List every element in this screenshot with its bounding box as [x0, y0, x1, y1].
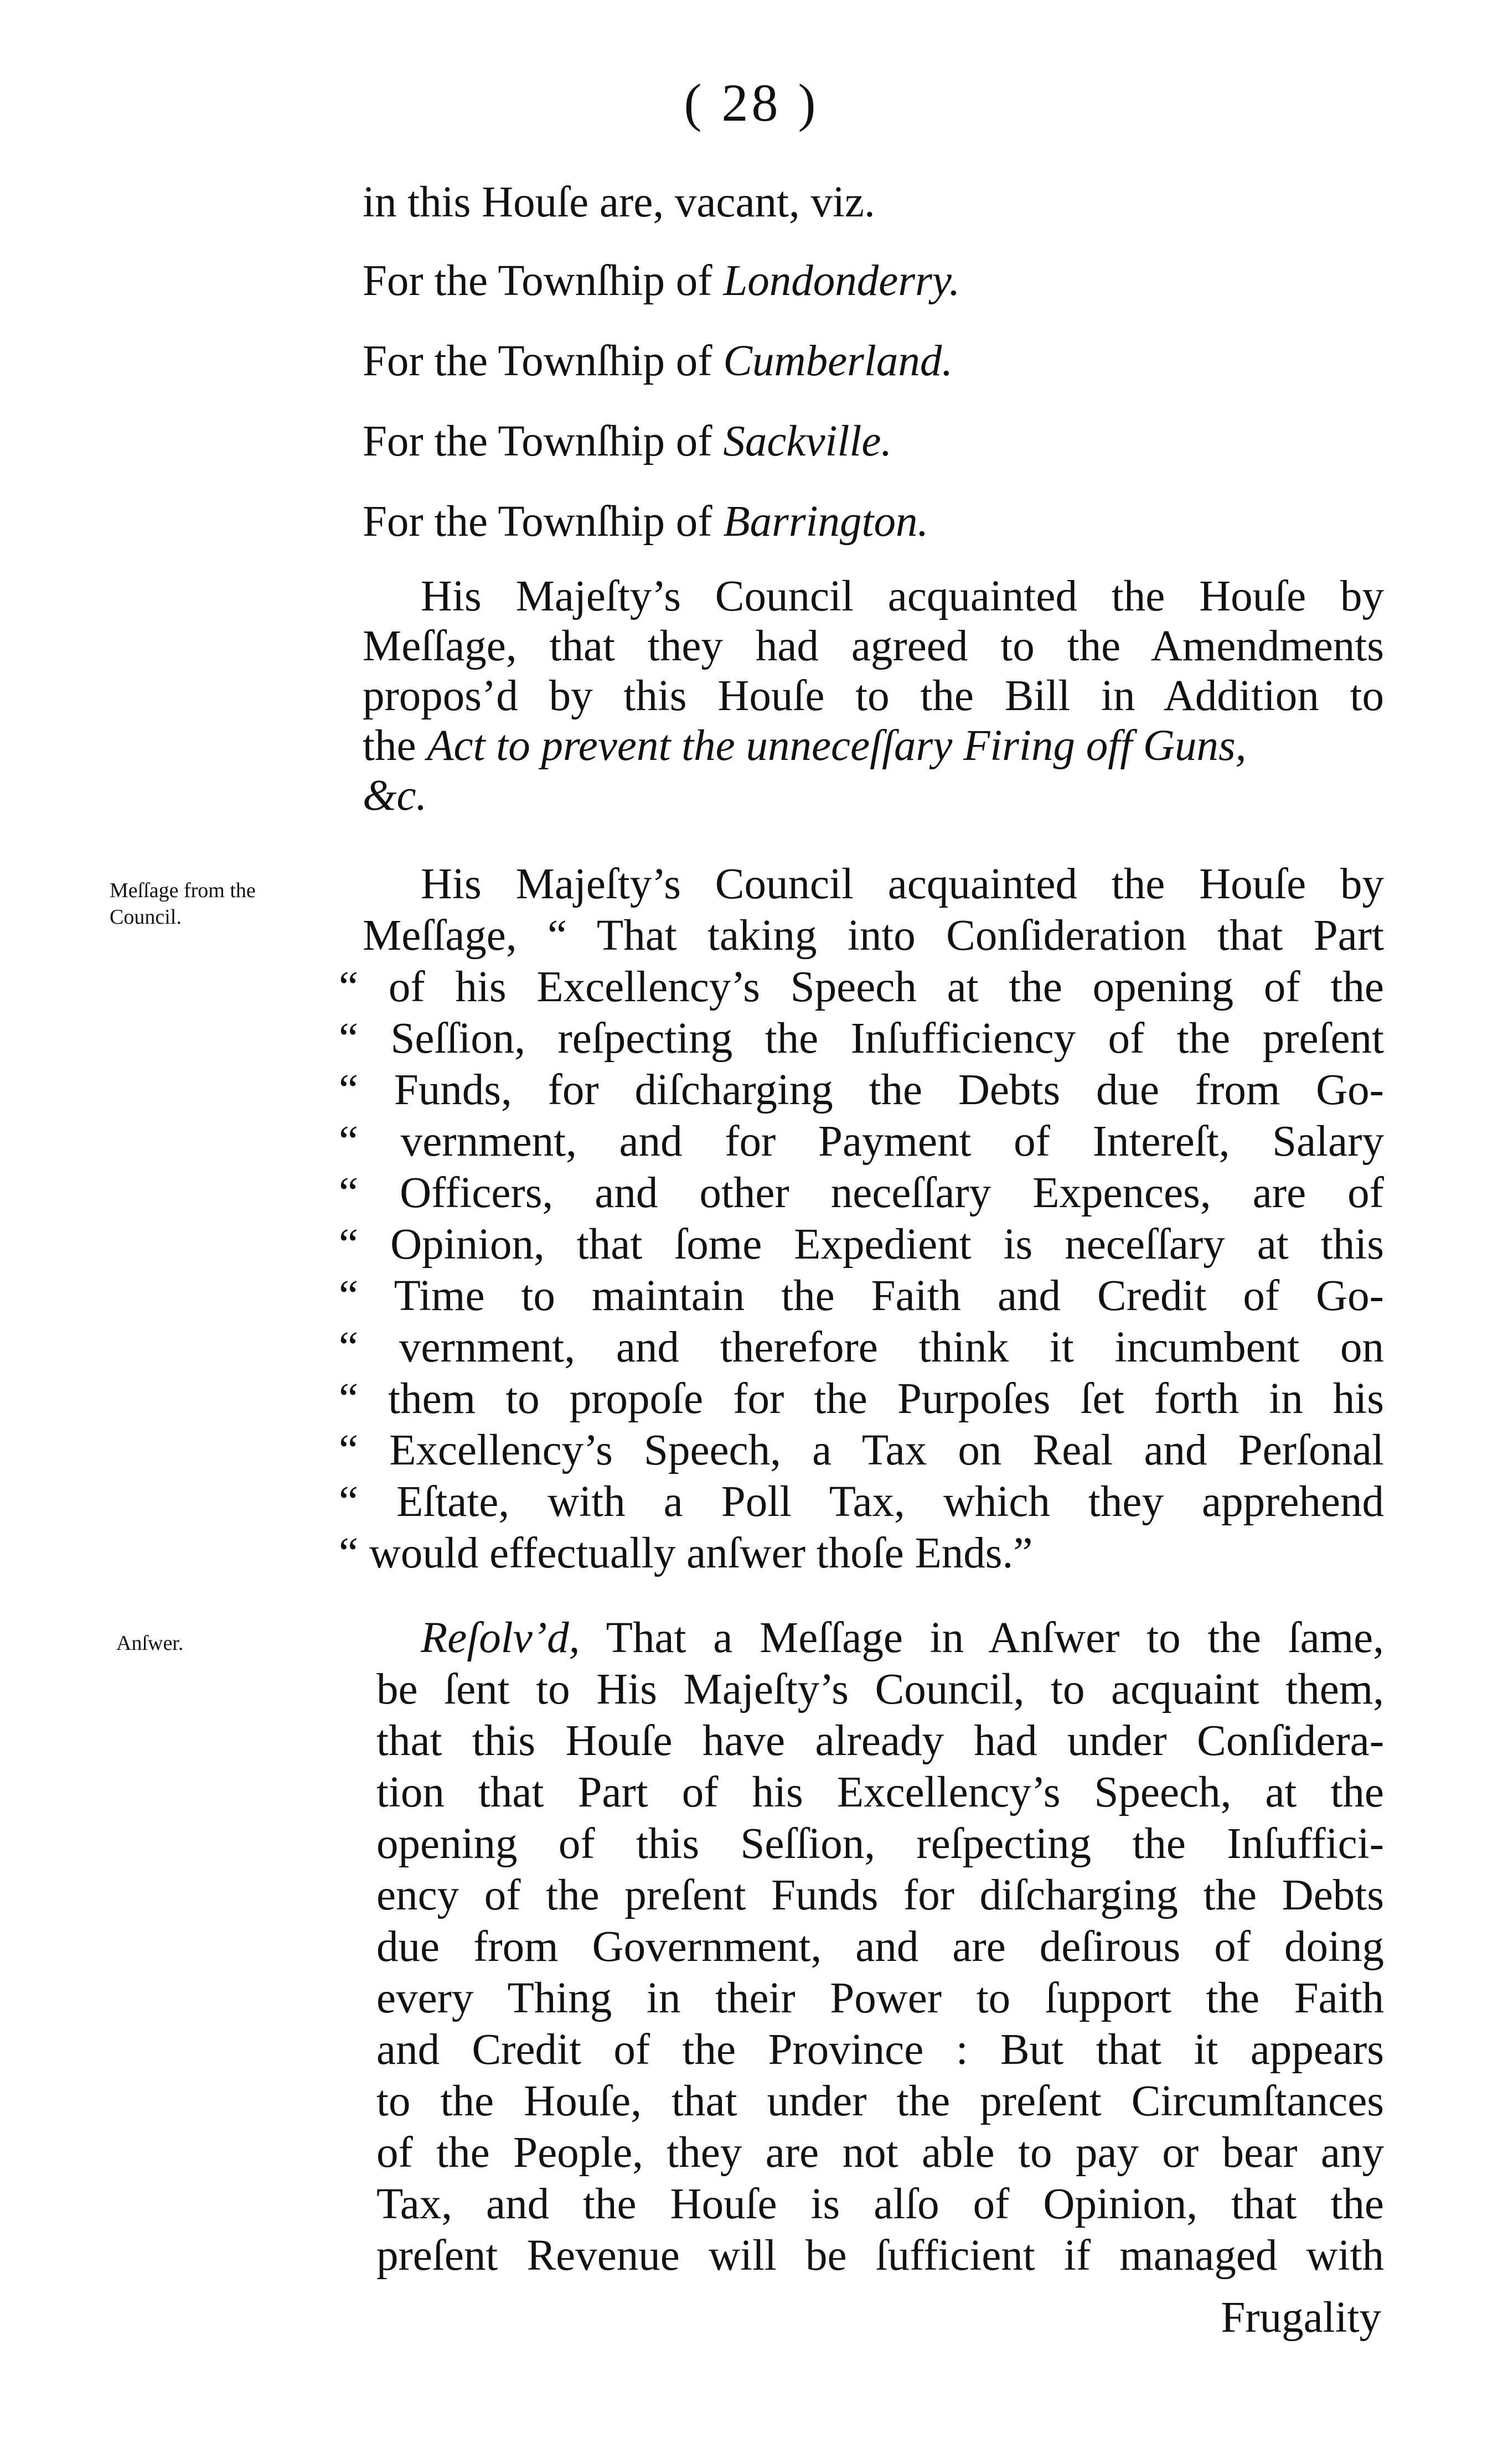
text-line: “ Seſſion, reſpecting the Inſufficiency of the preſent: [339, 1014, 1384, 1063]
township-name: Sackville.: [723, 417, 892, 465]
text-line: “ of his Excellency’s Speech at the opening of the: [339, 963, 1384, 1011]
text-line: every Thing in their Power to ſupport the Faith: [376, 1974, 1384, 2022]
catchword: Frugality: [1221, 2294, 1381, 2342]
township-prefix: For the Townſhip of: [363, 257, 724, 305]
township-prefix: For the Townſhip of: [363, 337, 724, 385]
township-prefix: For the Townſhip of: [363, 498, 724, 546]
text-line: that this Houſe have already had under Conſidera-: [376, 1717, 1384, 1765]
text-line: His Majeſty’s Council acquainted the Houſe by: [421, 860, 1384, 908]
text-line: of the People, they are not able to pay or bear any: [376, 2129, 1384, 2177]
text-line: be ſent to His Majeſty’s Council, to acquaint them,: [376, 1665, 1384, 1714]
text-line: to the Houſe, that under the preſent Circumſtances: [376, 2077, 1384, 2125]
page-number: ( 28 ): [684, 73, 819, 132]
text-line: tion that Part of his Excellency’s Speech, at the: [376, 1768, 1384, 1816]
text-line: and Credit of the Province : But that it appears: [376, 2026, 1384, 2074]
text-line: His Majeſty’s Council acquainted the Houſe by: [421, 572, 1384, 620]
township-name: Barrington.: [723, 498, 929, 546]
text-line: preſent Revenue will be ſufficient if managed with: [376, 2232, 1384, 2280]
margin-note-answer: Anſwer.: [116, 1632, 184, 1655]
text-line: “ vernment, and for Payment of Intereſt, Salary: [339, 1117, 1384, 1166]
text-line: “ vernment, and therefore think it incumbent on: [339, 1323, 1384, 1371]
text-line: due from Government, and are deſirous of doing: [376, 1923, 1384, 1971]
township-line-cumberland: [363, 335, 953, 388]
text-line: “ Officers, and other neceſſary Expences, are of: [339, 1169, 1384, 1217]
text-line: “ Opinion, that ſome Expedient is neceſſary at this: [339, 1220, 1384, 1269]
text-line: “ Excellency’s Speech, a Tax on Real and Perſonal: [339, 1426, 1384, 1474]
text-line: the Act to prevent the unneceſſary Firing off Guns,: [363, 722, 1247, 770]
township-name: Londonderry.: [723, 257, 960, 305]
township-line-londonderry: [363, 255, 960, 308]
township-prefix: For the Townſhip of: [363, 417, 724, 465]
text-line: “ would effectually anſwer thoſe Ends.”: [339, 1529, 1033, 1577]
text-line: “ Funds, for diſcharging the Debts due from Go-: [339, 1066, 1384, 1114]
text-line: propos’d by this Houſe to the Bill in Addition to: [363, 672, 1384, 720]
text-line: “ Time to maintain the Faith and Credit of Go-: [339, 1272, 1384, 1320]
text-line: Reſolv’d, That a Meſſage in Anſwer to the ſame,: [421, 1614, 1384, 1662]
text-line: “ them to propoſe for the Purpoſes ſet forth in his: [339, 1375, 1384, 1423]
text-line: “ Eſtate, with a Poll Tax, which they apprehend: [339, 1478, 1384, 1526]
township-line-sackville: [363, 415, 892, 468]
text-line: ency of the preſent Funds for diſcharging the Debts: [376, 1871, 1384, 1919]
margin-note-line: Meſſage from the: [110, 879, 256, 902]
text-line: Tax, and the Houſe is alſo of Opinion, that the: [376, 2180, 1384, 2228]
township-line-barrington: [363, 495, 928, 548]
township-name: Cumberland.: [723, 337, 953, 385]
text-line: Meſſage, “ That taking into Conſideration that Part: [363, 912, 1384, 960]
margin-note-line: Council.: [110, 905, 182, 929]
text-line: opening of this Seſſion, reſpecting the Inſuffici-: [376, 1820, 1384, 1868]
text-line: &c.: [363, 772, 427, 820]
vacancy-intro: in this Houſe are, vacant, viz.: [363, 178, 875, 226]
text-line: Meſſage, that they had agreed to the Amendments: [363, 622, 1384, 670]
